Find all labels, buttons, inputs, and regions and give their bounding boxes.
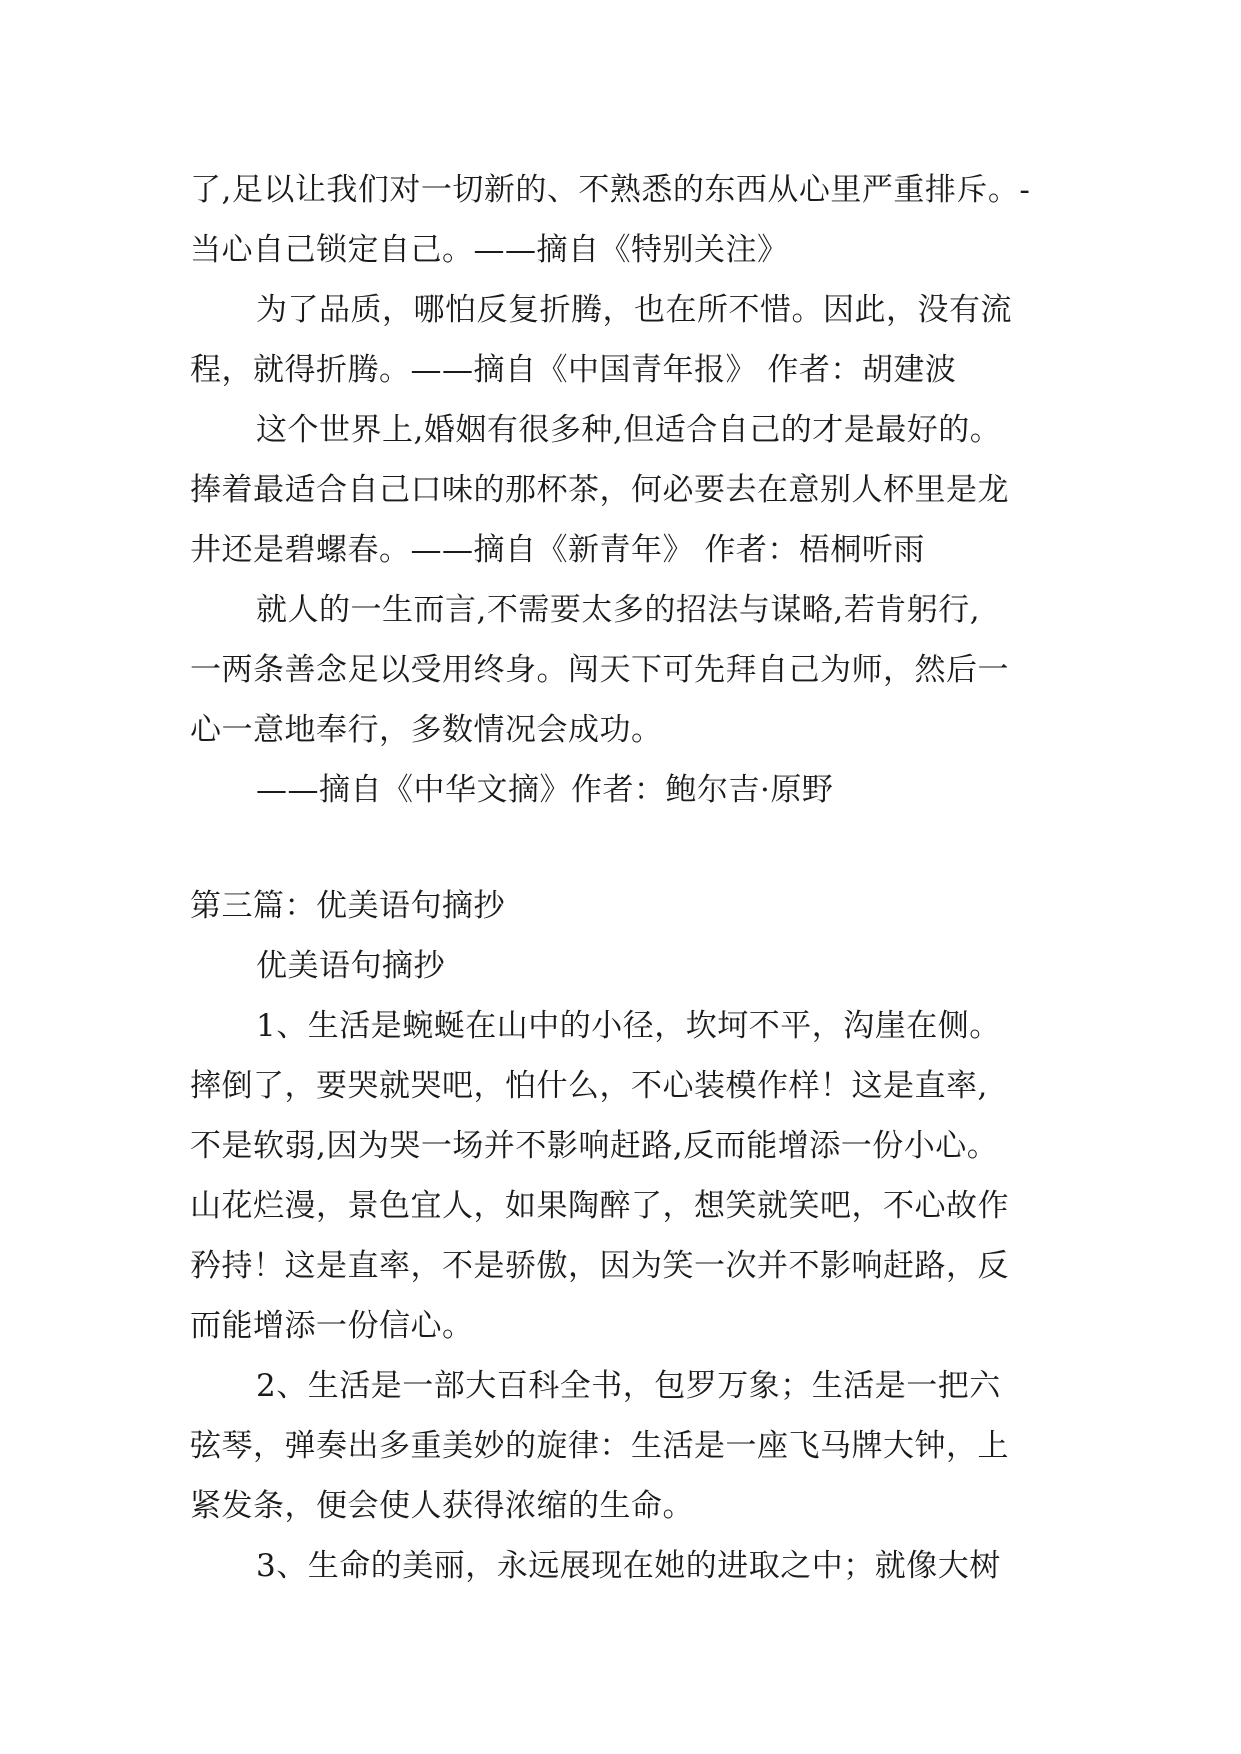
section-gap bbox=[190, 820, 1060, 876]
list-item-2 bbox=[190, 1356, 1060, 1536]
text-line: 了,足以让我们对一切新的、不熟悉的东西从心里严重排斥。- bbox=[190, 172, 1031, 208]
text-line: 3、生命的美丽，永远展现在她的进取之中；就像大树 bbox=[256, 1548, 1001, 1584]
text-line: 为了品质，哪怕反复折腾，也在所不惜。因此，没有流 bbox=[256, 292, 1012, 328]
paragraph-life-wisdom bbox=[190, 580, 1060, 760]
text-line: 山花烂漫，景色宜人，如果陶醉了，想笑就笑吧，不心故作 bbox=[190, 1188, 1009, 1224]
text-line: 2、生活是一部大百科全书，包罗万象；生活是一把六 bbox=[256, 1368, 1001, 1404]
section-subtitle: 优美语句摘抄 bbox=[256, 948, 445, 984]
paragraph-china-youth-daily bbox=[190, 280, 1060, 400]
document-page bbox=[190, 160, 1060, 1596]
text-line: 就人的一生而言,不需要太多的招法与谋略,若肯躬行, bbox=[256, 592, 981, 628]
text-line: 弦琴，弹奏出多重美妙的旋律：生活是一座飞马牌大钟，上 bbox=[190, 1428, 1009, 1464]
text-line: 当心自己锁定自己。——摘自《特别关注》 bbox=[190, 232, 789, 268]
text-line: 1、生活是蜿蜒在山中的小径，坎坷不平，沟崖在侧。 bbox=[256, 1008, 1001, 1044]
paragraph-new-youth bbox=[190, 400, 1060, 580]
text-line: 一两条善念足以受用终身。闯天下可先拜自己为师，然后一 bbox=[190, 652, 1009, 688]
text-line: 紧发条，便会使人获得浓缩的生命。 bbox=[190, 1488, 694, 1524]
text-line: 捧着最适合自己口味的那杯茶，何必要去在意别人杯里是龙 bbox=[190, 472, 1009, 508]
list-item-3 bbox=[190, 1536, 1060, 1596]
text-line: 这个世界上,婚姻有很多种,但适合自己的才是最好的。 bbox=[256, 412, 1002, 448]
section-heading: 第三篇：优美语句摘抄 bbox=[190, 888, 505, 924]
text-line: 不是软弱,因为哭一场并不影响赶路,反而能增添一份小心。 bbox=[190, 1128, 999, 1164]
paragraph-special-attention bbox=[190, 160, 1060, 280]
text-line: 而能增添一份信心。 bbox=[190, 1308, 474, 1344]
text-line: 程，就得折腾。——摘自《中国青年报》 作者：胡建波 bbox=[190, 352, 957, 388]
text-line: 心一意地奉行，多数情况会成功。 bbox=[190, 712, 663, 748]
attribution-line: ——摘自《中华文摘》作者：鲍尔吉·原野 bbox=[256, 772, 834, 808]
text-line: 井还是碧螺春。——摘自《新青年》 作者：梧桐听雨 bbox=[190, 532, 925, 568]
list-item-1 bbox=[190, 996, 1060, 1356]
text-line: 摔倒了，要哭就哭吧，怕什么，不心装模作样！这是直率, bbox=[190, 1068, 988, 1104]
text-line: 矜持！这是直率，不是骄傲，因为笑一次并不影响赶路，反 bbox=[190, 1248, 1009, 1284]
paragraph-attribution-chinese-digest bbox=[190, 760, 1060, 820]
